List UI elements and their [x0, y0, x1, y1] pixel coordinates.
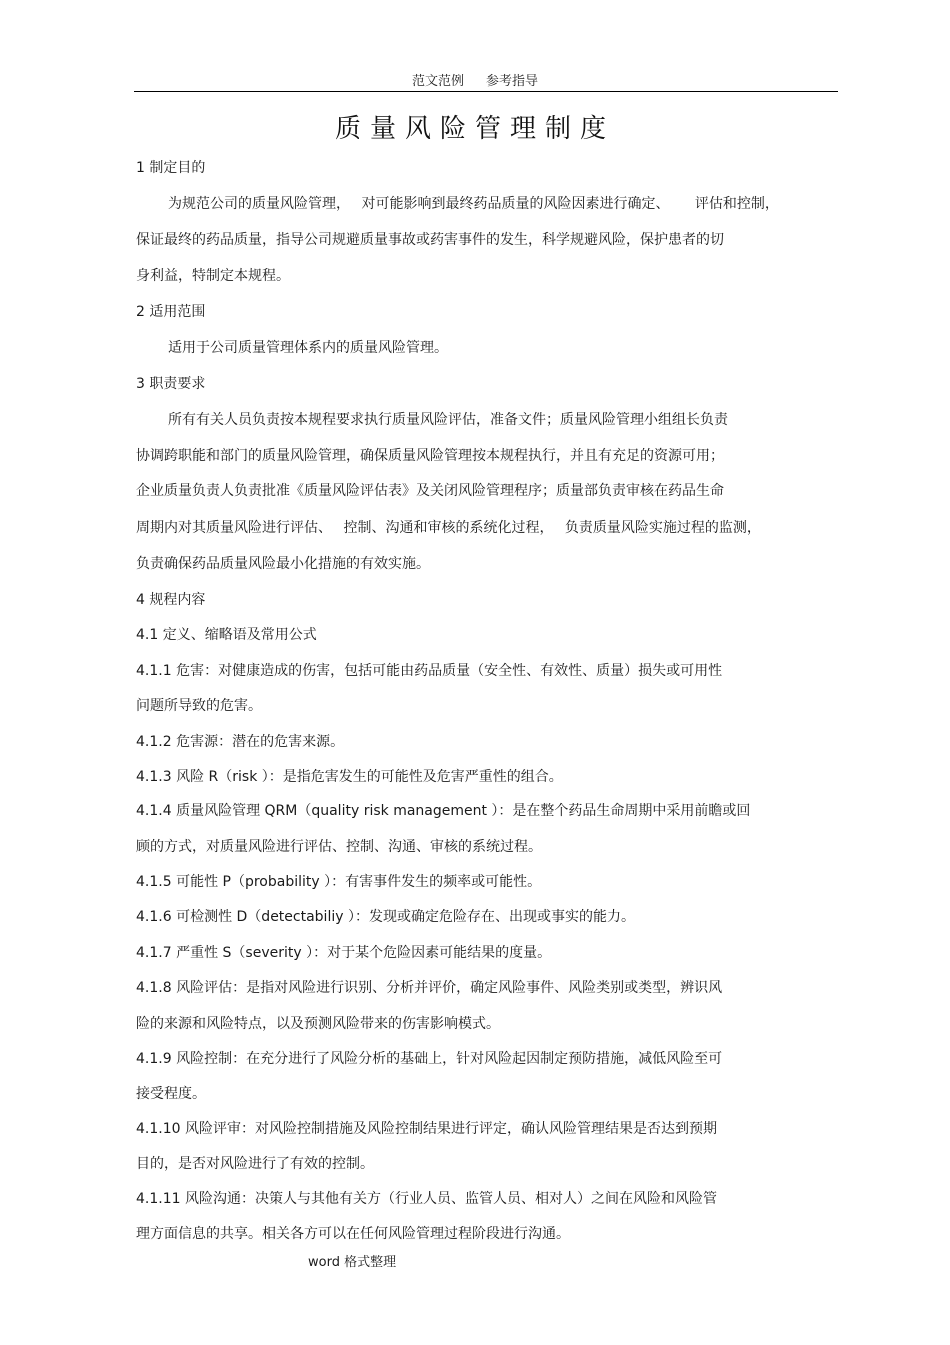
body-line: 4.1.2 危害源：潜在的危害来源。 — [136, 734, 345, 750]
body-line: 目的，是否对风险进行了有效的控制。 — [136, 1156, 374, 1172]
body-line: 4.1.10 风险评审：对风险控制措施及风险控制结果进行评定，确认风险管理结果是否达到预期 — [136, 1121, 717, 1137]
document-title: 质量风险管理制度 — [334, 114, 615, 144]
body-line: 2 适用范围 — [136, 304, 206, 320]
body-line: 4 规程内容 — [136, 592, 206, 608]
body-line: 顾的方式，对质量风险进行评估、控制、沟通、审核的系统过程。 — [136, 839, 542, 855]
body-line: 问题所导致的危害。 — [136, 698, 262, 714]
header-left-text: 范文范例 — [411, 74, 464, 89]
body-line: 1 制定目的 — [136, 160, 206, 176]
body-line: 4.1.4 质量风险管理 QRM（quality risk management ）：是在整个药品生命周期中采用前瞻或回 — [136, 803, 751, 819]
header-rule — [134, 91, 838, 92]
body-line: 4.1.11 风险沟通：决策人与其他有关方（行业人员、监管人员、相对人）之间在风险和风险管 — [136, 1191, 717, 1207]
body-line: 4.1.7 严重性 S（severity ）：对于某个危险因素可能结果的度量。 — [136, 945, 552, 961]
body-line: 负责确保药品质量风险最小化措施的有效实施。 — [136, 556, 430, 572]
body-line: 适用于公司质量管理体系内的质量风险管理。 — [168, 340, 448, 356]
page-footer: word 格式整理 — [308, 1255, 397, 1270]
body-line: 接受程度。 — [136, 1086, 206, 1102]
header-right-text: 参考指导 — [486, 74, 539, 89]
body-line: 3 职责要求 — [136, 376, 206, 392]
body-line: 4.1.8 风险评估：是指对风险进行识别、分析并评价，确定风险事件、风险类别或类型，辨识风 — [136, 980, 723, 996]
body-line: 4.1.5 可能性 P（probability ）：有害事件发生的频率或可能性。 — [136, 874, 542, 890]
body-line: 保证最终的药品质量，指导公司规避质量事故或药害事件的发生，科学规避风险，保护患者的切 — [136, 232, 724, 248]
body-line: 企业质量负责人负责批准《质量风险评估表》及关闭风险管理程序；质量部负责审核在药品生命 — [136, 483, 724, 499]
body-line: 4.1.1 危害：对健康造成的伤害，包括可能由药品质量（安全性、有效性、质量）损失或可用性 — [136, 663, 723, 679]
body-line: 所有有关人员负责按本规程要求执行质量风险评估，准备文件；质量风险管理小组组长负责 — [168, 412, 728, 428]
body-line: 4.1.9 风险控制：在充分进行了风险分析的基础上，针对风险起因制定预防措施，减低风险至可 — [136, 1051, 723, 1067]
body-line: 为规范公司的质量风险管理， 对可能影响到最终药品质量的风险因素进行确定、 评估和控制， — [168, 196, 779, 212]
body-line: 险的来源和风险特点，以及预测风险带来的伤害影响模式。 — [136, 1016, 500, 1032]
body-line: 4.1 定义、缩略语及常用公式 — [136, 627, 317, 643]
body-line: 身利益，特制定本规程。 — [136, 268, 290, 284]
body-line: 周期内对其质量风险进行评估、 控制、沟通和审核的系统化过程， 负责质量风险实施过程的监测， — [136, 520, 761, 536]
body-line: 协调跨职能和部门的质量风险管理，确保质量风险管理按本规程执行，并且有充足的资源可用； — [136, 448, 724, 464]
page-header — [0, 70, 950, 89]
body-line: 4.1.3 风险 R（risk ）：是指危害发生的可能性及危害严重性的组合。 — [136, 769, 563, 785]
body-line: 理方面信息的共享。相关各方可以在任何风险管理过程阶段进行沟通。 — [136, 1226, 570, 1242]
body-line: 4.1.6 可检测性 D（detectabiliy ）：发现或确定危险存在、出现或事实的能力。 — [136, 909, 635, 925]
